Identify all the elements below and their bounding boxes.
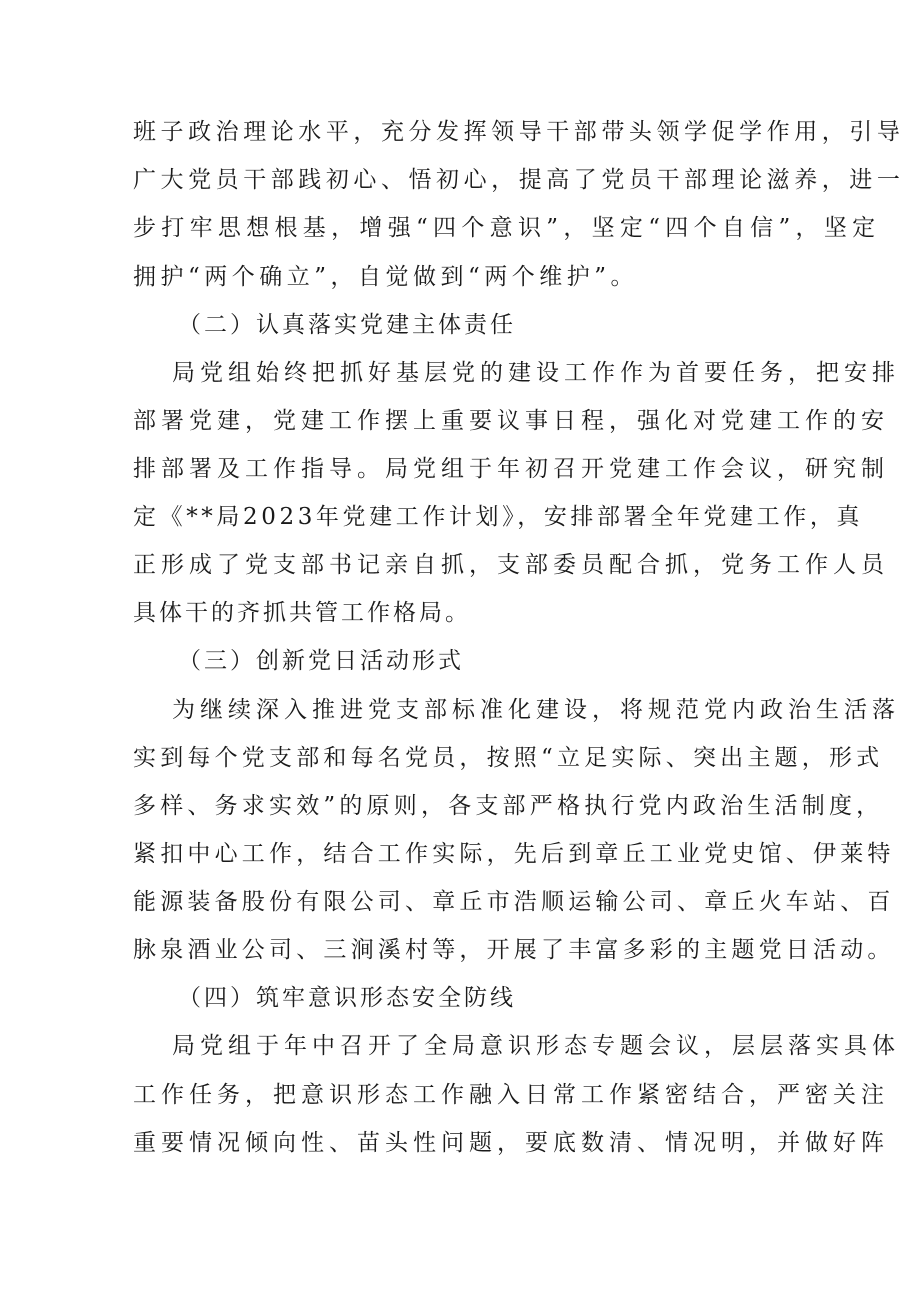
body-text-line: 局党组始终把抓好基层党的建设工作作为首要任务，把安排: [172, 360, 900, 386]
body-text-line: 多样、务求实效”的原则，各支部严格执行党内政治生活制度，: [133, 793, 884, 819]
body-text-line: 重要情况倾向性、苗头性问题，要底数清、情况明，并做好阵: [133, 1130, 889, 1156]
body-text-line: 局党组于年中召开了全局意识形态专题会议，层层落实具体: [172, 1033, 900, 1059]
section-heading: （四）筑牢意识形态安全防线: [178, 985, 516, 1011]
section-heading: （三）创新党日活动形式: [178, 648, 464, 674]
body-text-line: 为继续深入推进党支部标准化建设，将规范党内政治生活落: [172, 697, 900, 723]
body-text-line: 班子政治理论水平，充分发挥领导干部带头领学促学作用，引导: [133, 119, 905, 145]
body-text-line: 步打牢思想根基，增强“四个意识”，坚定“四个自信”，坚定: [133, 215, 881, 241]
section-heading: （二）认真落实党建主体责任: [178, 312, 516, 338]
body-text-line: 拥护“两个确立”，自觉做到“两个维护”。: [133, 264, 639, 290]
body-text-line: 工作任务，把意识形态工作融入日常工作紧密结合，严密关注: [133, 1082, 889, 1108]
body-text-line: 紧扣中心工作，结合工作实际，先后到章丘工业党史馆、伊莱特: [133, 841, 895, 867]
body-text-line: 排部署及工作指导。局党组于年初召开党建工作会议，研究制: [133, 456, 889, 482]
body-text-line: 具体干的齐抓共管工作格局。: [133, 600, 471, 626]
body-text-line: 能源装备股份有限公司、章丘市浩顺运输公司、章丘火车站、百: [133, 889, 895, 915]
body-text-line: 实到每个党支部和每名党员，按照“立足实际、突出主题，形式: [133, 745, 884, 771]
body-text-line: 部署党建，党建工作摆上重要议事日程，强化对党建工作的安: [133, 408, 889, 434]
body-text-line: 脉泉酒业公司、三涧溪村等，开展了丰富多彩的主题党日活动。: [133, 937, 895, 963]
body-text-line: 广大党员干部践初心、悟初心，提高了党员干部理论滋养，进一: [133, 167, 905, 193]
body-text-line: 定《**局2023年党建工作计划》，安排部署全年党建工作，真: [133, 504, 864, 530]
body-text-line: 正形成了党支部书记亲自抓，支部委员配合抓，党务工作人员: [133, 552, 889, 578]
